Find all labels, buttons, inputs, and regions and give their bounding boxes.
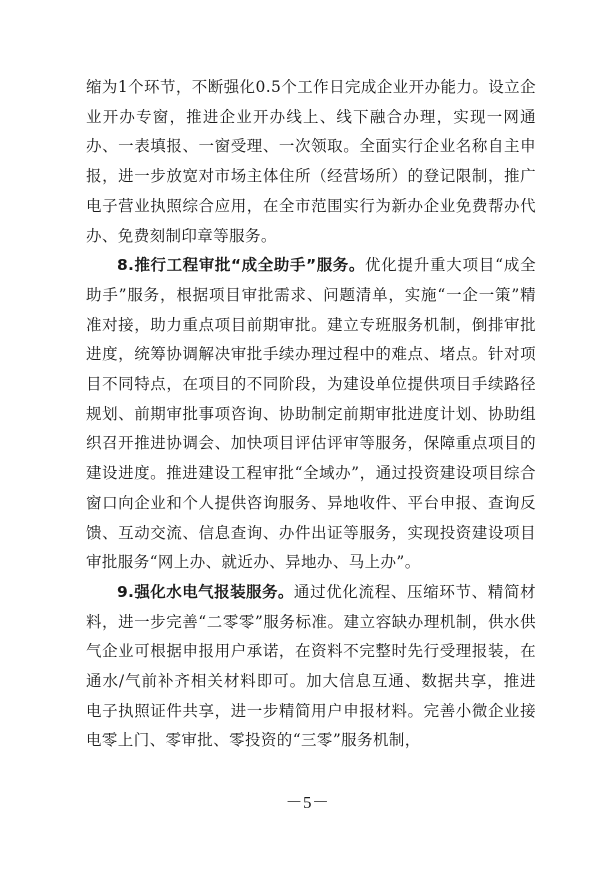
paragraph-3 xyxy=(86,578,536,756)
paragraph-2-text: 优化提升重大项目“成全助手”服务，根据项目审批需求、问题清单，实施“一企一策”精准对接，助力重点项目前期审批。建立专班服务机制，倒排审批进度，统筹协调解决审批手续办理过程中的难点、堵点。针对项目不同特点，在项目的不同阶段，为建设单位提供项目手续路径规划、前期审批事项咨询、协助制定前期审批进度计划、协助组织召开推进协调会、加快项目评估评审等服务，保障重点项目的建设进度。推进建设工程审批“全域办”，通过投资建设项目综合窗口向企业和个人提供咨询服务、异地收件、平台申报、查询反馈、互动交流、信息查询、办件出证等服务，实现投资建设项目审批服务“网上办、就近办、异地办、马上办”。 xyxy=(86,256,537,572)
paragraph-1-text: 缩为1个环节，不断强化0.5个工作日完成企业开办能力。设立企业开办专窗，推进企业开办线上、线下融合办理，实现一网通办、一表填报、一窗受理、一次领取。全面实行企业名称自主申报，进一步放宽对市场主体住所（经营场所）的登记限制，推广电子营业执照综合应用，在全市范围实行为新办企业免费帮办代办、免费刻制印章等服务。 xyxy=(86,78,536,245)
paragraph-3-text: 通过优化流程、压缩环节、精简材料，进一步完善“二零零”服务标准。建立容缺办理机制，供水供气企业可根据申报用户承诺，在资料不完整时先行受理报装，在通水/气前补齐相关材料即可。加大信息互通、数据共享，推进电子执照证件共享，进一步精简用户申报材料。完善小微企业接电零上门、零审批、零投资的“三零”服务机制， xyxy=(86,582,536,750)
document-body xyxy=(86,73,536,756)
paragraph-2-heading: 8.推行工程审批“成全助手”服务。 xyxy=(117,256,365,275)
paragraph-2 xyxy=(86,251,536,578)
paragraph-3-heading: 9.强化水电气报装服务。 xyxy=(117,582,294,601)
page-number: －5－ xyxy=(285,793,330,812)
paragraph-1 xyxy=(86,73,536,251)
